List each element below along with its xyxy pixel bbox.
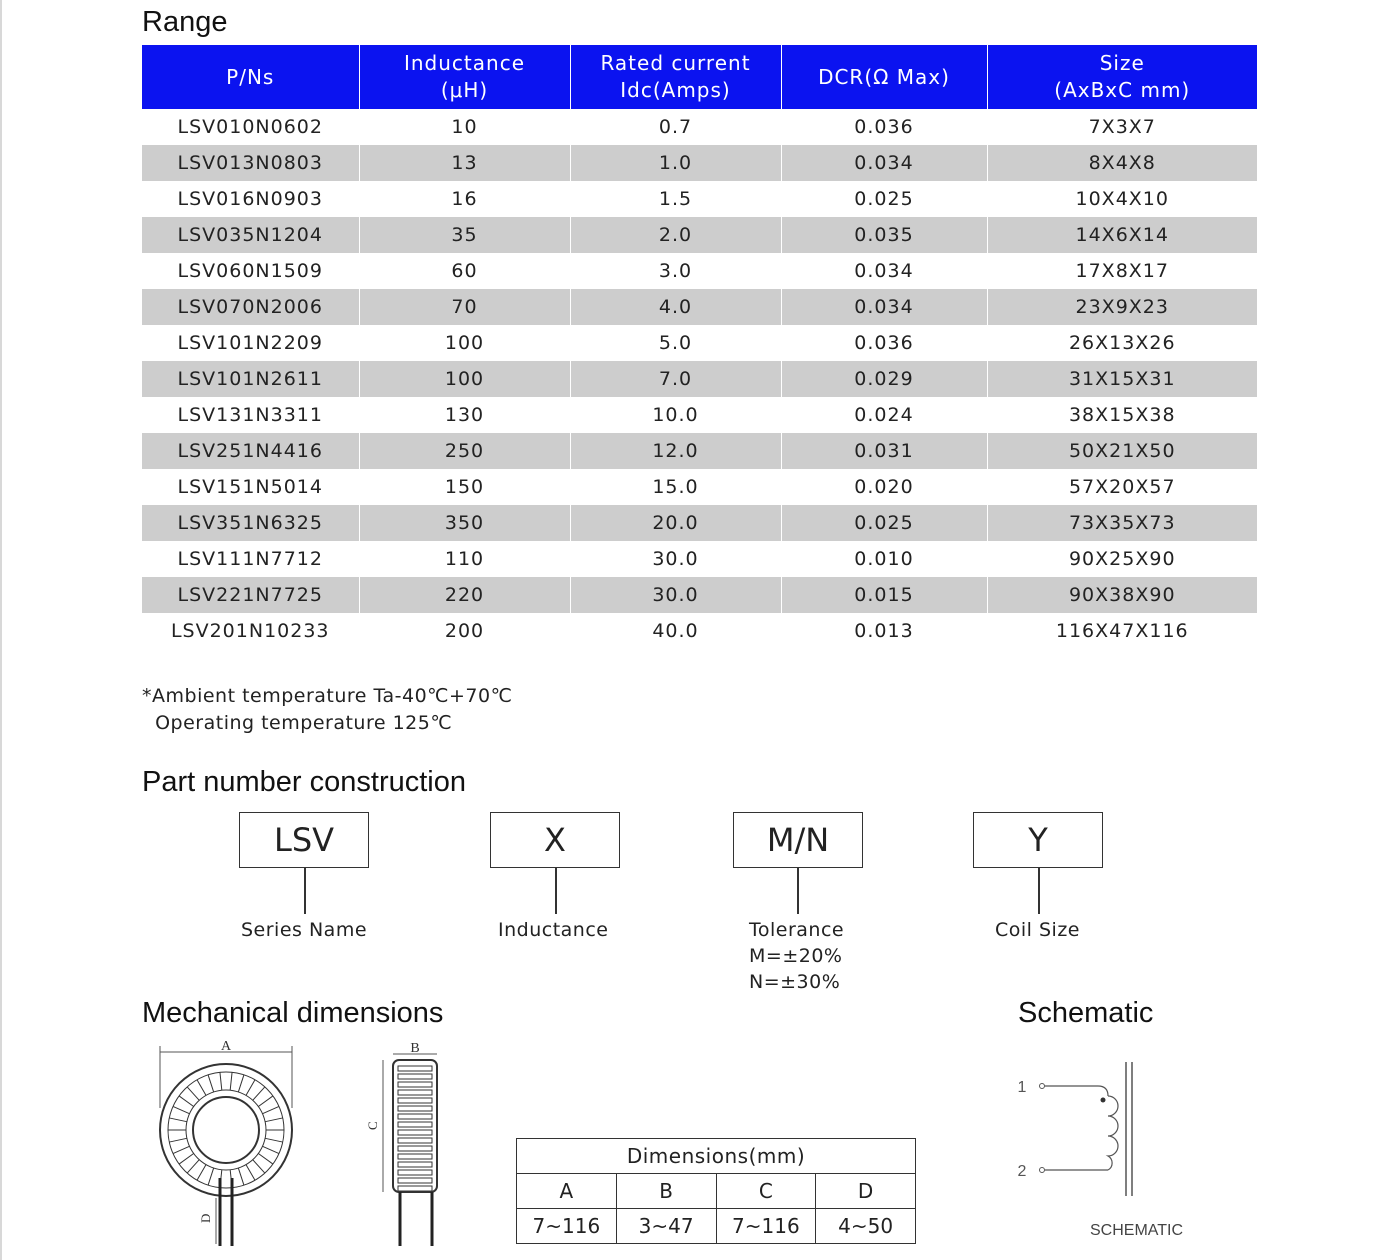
winding-stroke — [169, 1138, 187, 1142]
cell-pn: LSV131N3311 — [142, 397, 359, 433]
range-row — [142, 253, 1257, 289]
pn-connector-tolerance — [797, 868, 799, 914]
dim-val-c: 7~116 — [716, 1209, 816, 1244]
cell-rated-current: 5.0 — [570, 325, 781, 361]
side-winding — [398, 1138, 432, 1143]
temperature-notes — [142, 683, 512, 737]
cell-inductance: 350 — [359, 505, 570, 541]
cell-rated-current: 40.0 — [570, 613, 781, 649]
cell-dcr: 0.031 — [781, 433, 987, 469]
side-winding — [398, 1186, 432, 1191]
cell-pn: LSV070N2006 — [142, 289, 359, 325]
pn-box-coil-size: Y — [973, 812, 1103, 868]
cell-dcr: 0.024 — [781, 397, 987, 433]
cell-pn: LSV251N4416 — [142, 433, 359, 469]
cell-inductance: 220 — [359, 577, 570, 613]
winding-stroke — [187, 1087, 199, 1100]
cell-inductance: 60 — [359, 253, 570, 289]
cell-dcr: 0.036 — [781, 325, 987, 361]
dim-col-a: A — [517, 1174, 617, 1209]
note-ambient: *Ambient temperature Ta-40℃+70℃ — [142, 685, 513, 707]
winding-stroke — [187, 1160, 199, 1173]
cell-inductance: 100 — [359, 361, 570, 397]
cell-pn: LSV101N2611 — [142, 361, 359, 397]
winding-stroke — [265, 1118, 283, 1122]
cell-size: 116X47X116 — [987, 613, 1257, 649]
cell-inductance: 10 — [359, 109, 570, 145]
cell-dcr: 0.036 — [781, 109, 987, 145]
cell-rated-current: 10.0 — [570, 397, 781, 433]
range-row — [142, 217, 1257, 253]
range-row — [142, 145, 1257, 181]
range-title: Range — [142, 6, 228, 38]
cell-pn: LSV201N10233 — [142, 613, 359, 649]
cell-size: 7X3X7 — [987, 109, 1257, 145]
header-dcr: DCR(Ω Max) — [781, 45, 987, 109]
header-inductance: Inductance (μH) — [359, 45, 570, 109]
dim-label-c: C — [365, 1121, 380, 1130]
cell-dcr: 0.035 — [781, 217, 987, 253]
dimensions-table — [516, 1138, 916, 1244]
part-number-title: Part number construction — [142, 766, 466, 798]
range-header-row — [142, 45, 1257, 109]
cell-dcr: 0.025 — [781, 505, 987, 541]
dim-label-b: B — [410, 1041, 420, 1056]
cell-inductance: 35 — [359, 217, 570, 253]
winding-stroke — [173, 1146, 189, 1153]
cell-rated-current: 3.0 — [570, 253, 781, 289]
schematic-pin-2: 2 — [1017, 1163, 1027, 1180]
side-winding — [398, 1130, 432, 1135]
winding-stroke — [246, 1165, 255, 1181]
winding-stroke — [220, 1072, 222, 1090]
cell-pn: LSV101N2209 — [142, 325, 359, 361]
winding-stroke — [265, 1138, 283, 1142]
range-row — [142, 469, 1257, 505]
schematic-drawing — [1010, 1052, 1160, 1212]
cell-size: 8X4X8 — [987, 145, 1257, 181]
cell-dcr: 0.034 — [781, 253, 987, 289]
cell-size: 90X25X90 — [987, 541, 1257, 577]
pn-connector-series — [304, 868, 306, 914]
dim-val-b: 3~47 — [616, 1209, 716, 1244]
side-winding — [398, 1082, 432, 1087]
pn-connector-inductance — [555, 868, 557, 914]
cell-pn: LSV151N5014 — [142, 469, 359, 505]
side-winding — [398, 1162, 432, 1167]
pn-connector-coil-size — [1038, 868, 1040, 914]
cell-size: 90X38X90 — [987, 577, 1257, 613]
cell-pn: LSV035N1204 — [142, 217, 359, 253]
schematic-title: Schematic — [1018, 997, 1154, 1029]
winding-stroke — [173, 1106, 189, 1113]
dim-val-a: 7~116 — [517, 1209, 617, 1244]
cell-inductance: 13 — [359, 145, 570, 181]
cell-dcr: 0.015 — [781, 577, 987, 613]
side-winding — [398, 1106, 432, 1111]
dim-col-d: D — [816, 1174, 916, 1209]
side-winding — [398, 1122, 432, 1127]
cell-pn: LSV013N0803 — [142, 145, 359, 181]
winding-stroke — [246, 1080, 255, 1096]
side-winding — [398, 1170, 432, 1175]
pn-label-coil-size: Coil Size — [995, 919, 1080, 941]
side-winding — [398, 1178, 432, 1183]
schematic-pin-1: 1 — [1017, 1079, 1027, 1096]
range-table — [142, 45, 1257, 649]
side-winding — [398, 1090, 432, 1095]
winding-stroke — [253, 1160, 265, 1173]
dim-col-c: C — [716, 1174, 816, 1209]
side-winding — [398, 1074, 432, 1079]
cell-rated-current: 12.0 — [570, 433, 781, 469]
cell-pn: LSV060N1509 — [142, 253, 359, 289]
cell-dcr: 0.034 — [781, 145, 987, 181]
cell-dcr: 0.010 — [781, 541, 987, 577]
cell-pn: LSV016N0903 — [142, 181, 359, 217]
winding-stroke — [230, 1072, 232, 1090]
winding-stroke — [258, 1154, 273, 1165]
cell-inductance: 200 — [359, 613, 570, 649]
cell-rated-current: 1.5 — [570, 181, 781, 217]
range-row — [142, 181, 1257, 217]
cell-rated-current: 15.0 — [570, 469, 781, 505]
cell-rated-current: 1.0 — [570, 145, 781, 181]
side-winding — [398, 1098, 432, 1103]
cell-size: 50X21X50 — [987, 433, 1257, 469]
cell-inductance: 110 — [359, 541, 570, 577]
dim-col-b: B — [616, 1174, 716, 1209]
winding-stroke — [208, 1168, 214, 1185]
cell-inductance: 150 — [359, 469, 570, 505]
page-left-border — [0, 0, 2, 1260]
range-row — [142, 577, 1257, 613]
winding-stroke — [238, 1075, 244, 1092]
winding-stroke — [179, 1154, 194, 1165]
range-row — [142, 505, 1257, 541]
cell-rated-current: 20.0 — [570, 505, 781, 541]
cell-pn: LSV111N7712 — [142, 541, 359, 577]
winding-stroke — [263, 1106, 279, 1113]
range-row — [142, 433, 1257, 469]
pn-label-inductance: Inductance — [498, 919, 609, 941]
cell-rated-current: 30.0 — [570, 577, 781, 613]
cell-size: 23X9X23 — [987, 289, 1257, 325]
pn-box-series: LSV — [239, 812, 369, 868]
cell-size: 73X35X73 — [987, 505, 1257, 541]
winding-stroke — [208, 1075, 214, 1092]
pn-box-inductance: X — [490, 812, 620, 868]
cell-dcr: 0.029 — [781, 361, 987, 397]
cell-inductance: 250 — [359, 433, 570, 469]
cell-dcr: 0.025 — [781, 181, 987, 217]
cell-size: 14X6X14 — [987, 217, 1257, 253]
toroid-front-drawing — [150, 1038, 310, 1250]
cell-rated-current: 2.0 — [570, 217, 781, 253]
winding-stroke — [179, 1096, 194, 1107]
cell-size: 26X13X26 — [987, 325, 1257, 361]
header-size: Size (AxBxC mm) — [987, 45, 1257, 109]
winding-stroke — [253, 1087, 265, 1100]
side-winding — [398, 1154, 432, 1159]
toroid-side-drawing — [365, 1040, 445, 1250]
header-rated-current: Rated current Idc(Amps) — [570, 45, 781, 109]
winding-stroke — [169, 1118, 187, 1122]
range-row — [142, 109, 1257, 145]
cell-size: 31X15X31 — [987, 361, 1257, 397]
winding-stroke — [197, 1080, 206, 1096]
pn-label-tolerance: Tolerance M=±20% N=±30% — [749, 919, 845, 993]
schematic-caption: SCHEMATIC — [1090, 1222, 1184, 1239]
cell-pn: LSV010N0602 — [142, 109, 359, 145]
note-operating: Operating temperature 125℃ — [142, 712, 453, 734]
dim-label-d: D — [198, 1213, 213, 1223]
range-row — [142, 289, 1257, 325]
range-row — [142, 397, 1257, 433]
pn-label-series: Series Name — [241, 919, 368, 941]
winding-stroke — [263, 1146, 279, 1153]
cell-rated-current: 7.0 — [570, 361, 781, 397]
dim-label-a: A — [220, 1039, 232, 1054]
cell-size: 17X8X17 — [987, 253, 1257, 289]
winding-stroke — [238, 1168, 244, 1185]
header-pns: P/Ns — [142, 45, 359, 109]
cell-inductance: 70 — [359, 289, 570, 325]
cell-size: 10X4X10 — [987, 181, 1257, 217]
range-row — [142, 361, 1257, 397]
mechanical-title: Mechanical dimensions — [142, 997, 444, 1029]
cell-dcr: 0.013 — [781, 613, 987, 649]
cell-size: 57X20X57 — [987, 469, 1257, 505]
cell-inductance: 130 — [359, 397, 570, 433]
cell-dcr: 0.020 — [781, 469, 987, 505]
cell-pn: LSV351N6325 — [142, 505, 359, 541]
range-row — [142, 613, 1257, 649]
cell-rated-current: 0.7 — [570, 109, 781, 145]
cell-rated-current: 4.0 — [570, 289, 781, 325]
side-winding — [398, 1066, 432, 1071]
cell-inductance: 100 — [359, 325, 570, 361]
cell-inductance: 16 — [359, 181, 570, 217]
dimensions-header: Dimensions(mm) — [517, 1139, 916, 1174]
cell-size: 38X15X38 — [987, 397, 1257, 433]
pn-box-tolerance: M/N — [733, 812, 863, 868]
cell-dcr: 0.034 — [781, 289, 987, 325]
side-winding — [398, 1114, 432, 1119]
side-winding — [398, 1146, 432, 1151]
range-row — [142, 325, 1257, 361]
winding-stroke — [258, 1096, 273, 1107]
dim-val-d: 4~50 — [816, 1209, 916, 1244]
cell-pn: LSV221N7725 — [142, 577, 359, 613]
winding-stroke — [197, 1165, 206, 1181]
range-row — [142, 541, 1257, 577]
cell-rated-current: 30.0 — [570, 541, 781, 577]
